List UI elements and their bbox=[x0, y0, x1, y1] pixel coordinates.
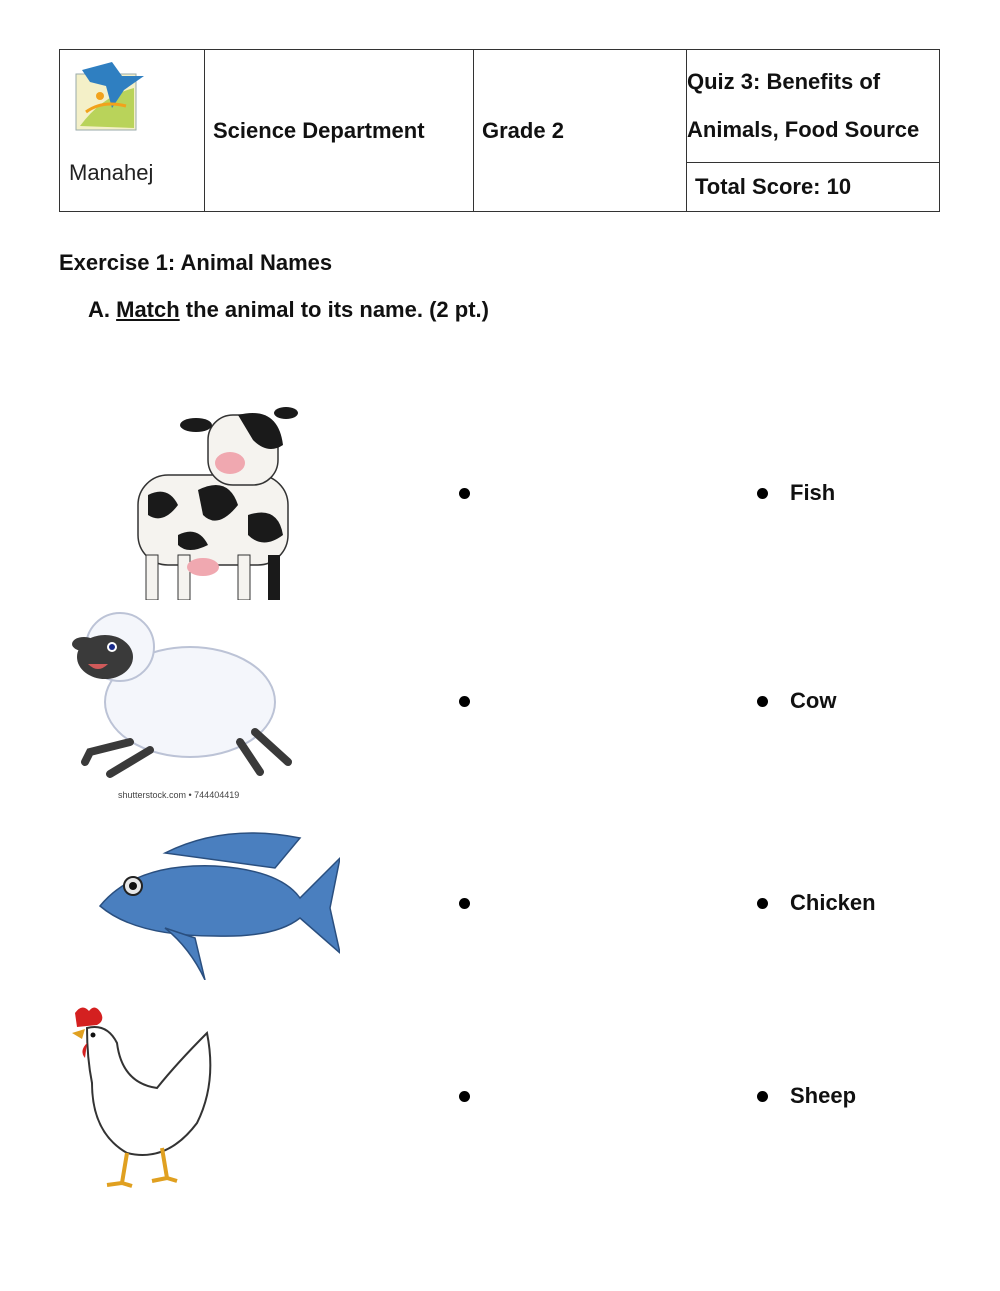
answer-sheep: Sheep bbox=[790, 1083, 857, 1108]
department-cell: Science Department bbox=[205, 50, 474, 212]
match-dot-right-1[interactable] bbox=[757, 488, 768, 499]
logo-cell bbox=[60, 50, 205, 212]
answer-cow: Cow bbox=[790, 688, 837, 713]
answer-fish: Fish bbox=[790, 480, 836, 505]
instruction-rest: the animal to its name. (2 pt.) bbox=[179, 297, 489, 322]
exercise-title: Exercise 1: Animal Names bbox=[59, 250, 333, 275]
match-dot-left-1[interactable] bbox=[459, 488, 470, 499]
instruction-prefix: A. bbox=[88, 297, 117, 322]
header-table bbox=[59, 49, 940, 212]
answer-chicken: Chicken bbox=[790, 890, 876, 915]
logo-text: Manahej bbox=[69, 160, 154, 185]
match-dot-left-4[interactable] bbox=[459, 1091, 470, 1102]
quiz-title-cell bbox=[687, 50, 940, 163]
instruction-match: Match bbox=[116, 297, 180, 322]
match-dot-left-2[interactable] bbox=[459, 696, 470, 707]
quiz-title-line2: Animals, Food Source bbox=[687, 117, 920, 142]
grade-cell: Grade 2 bbox=[474, 50, 687, 212]
match-dot-right-3[interactable] bbox=[757, 898, 768, 909]
cow-image bbox=[118, 395, 298, 600]
quiz-title-line1: Quiz 3: Benefits of bbox=[687, 69, 881, 94]
sheep-caption: shutterstock.com • 744404419 bbox=[118, 790, 240, 800]
match-dot-right-2[interactable] bbox=[757, 696, 768, 707]
chicken-image bbox=[67, 1003, 219, 1188]
sheep-image bbox=[70, 602, 295, 787]
manahej-logo-icon bbox=[72, 56, 146, 136]
total-score-cell: Total Score: 10 bbox=[687, 163, 940, 212]
match-dot-right-4[interactable] bbox=[757, 1091, 768, 1102]
fish-image bbox=[95, 828, 340, 980]
exercise-instruction bbox=[88, 297, 489, 323]
match-dot-left-3[interactable] bbox=[459, 898, 470, 909]
